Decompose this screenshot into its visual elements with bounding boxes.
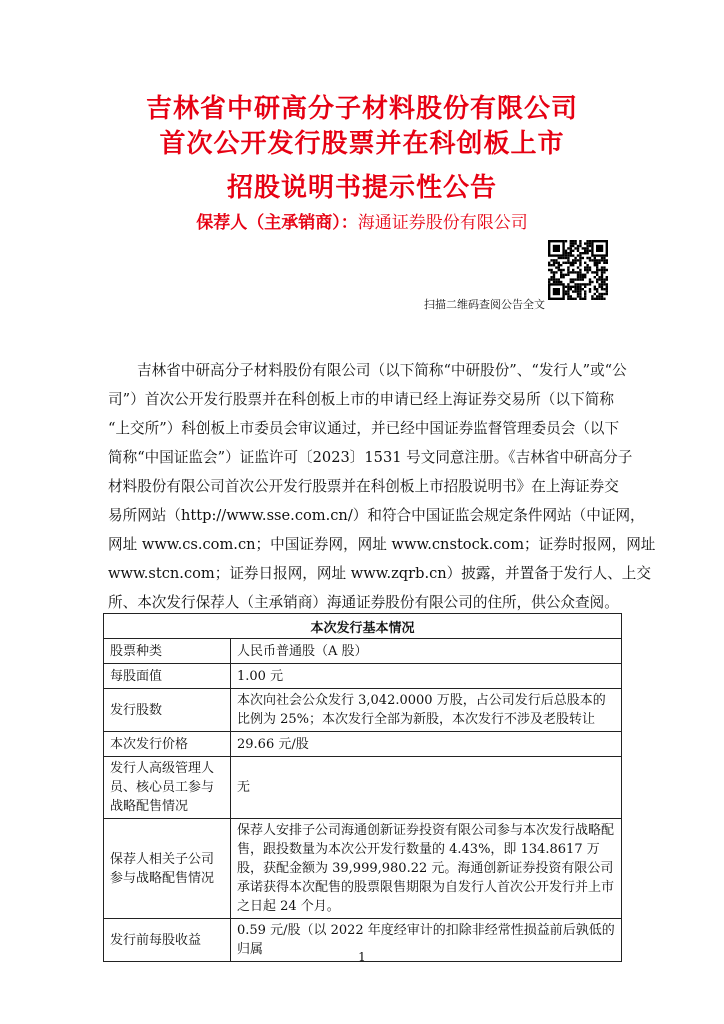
sponsor-label: 保荐人（主承销商）： xyxy=(196,213,358,233)
issuance-table xyxy=(103,613,622,962)
body-paragraph xyxy=(108,356,656,617)
paragraph-line: 易所网站（http://www.sse.com.cn/）和符合中国证监会规定条件网站（中证网， xyxy=(108,507,645,524)
row-value: 人民币普通股（A 股） xyxy=(231,639,622,664)
paragraph-line: 材料股份有限公司首次公开发行股票并在科创板上市招股说明书》在上海证券交 xyxy=(108,478,619,495)
row-label: 发行人高级管理人员、核心员工参与战略配售情况 xyxy=(104,757,231,819)
paragraph-line: www.stcn.com；证券日报网，网址 www.zqrb.cn）披露，并置备于发行人、上交 xyxy=(108,565,651,582)
row-value: 无 xyxy=(231,757,622,819)
paragraph-line: 网址 www.cs.com.cn；中国证券网，网址 www.cnstock.com；证券时报网，网址 xyxy=(108,536,656,553)
row-label: 本次发行价格 xyxy=(104,732,231,757)
row-label: 股票种类 xyxy=(104,639,231,664)
row-value: 29.66 元/股 xyxy=(231,732,622,757)
table-row xyxy=(104,757,622,819)
table-row xyxy=(104,819,622,919)
paragraph-line: 所、本次发行保荐人（主承销商）海通证券股份有限公司的住所，供公众查阅。 xyxy=(108,594,619,611)
row-label: 保荐人相关子公司参与战略配售情况 xyxy=(104,819,231,919)
paragraph-line: 简称“中国证监会”）证监许可〔2023〕1531 号文同意注册。《吉林省中研高分子 xyxy=(108,449,633,466)
table-header: 本次发行基本情况 xyxy=(104,614,622,639)
paragraph-line: “上交所”）科创板上市委员会审议通过，并已经中国证券监督管理委员会（以下 xyxy=(108,420,620,437)
paragraph-line: 吉林省中研高分子材料股份有限公司（以下简称“中研股份”、“发行人”或“公 xyxy=(137,362,627,379)
row-label: 发行前每股收益 xyxy=(104,919,231,962)
title-line-3: 招股说明书提示性公告 xyxy=(226,173,497,203)
sponsor-line xyxy=(0,208,724,233)
row-value: 1.00 元 xyxy=(231,664,622,689)
paragraph-line: 司”）首次公开发行股票并在科创板上市的申请已经上海证券交易所（以下简称 xyxy=(108,391,614,408)
row-label: 每股面值 xyxy=(104,664,231,689)
sponsor-name: 海通证券股份有限公司 xyxy=(357,213,528,233)
qr-code-icon[interactable] xyxy=(548,240,608,300)
page-number: 1 xyxy=(358,950,366,964)
row-label: 发行股数 xyxy=(104,689,231,732)
table-row xyxy=(104,639,622,664)
row-value: 保荐人安排子公司海通创新证券投资有限公司参与本次发行战略配售，跟投数量为本次公开发行数量的 4.43%，即 134.8617 万股，获配金额为 39,999,980.22 元。海通创新证券投资有限公司承诺获得本次配售的股票限售期限为自发行人首次公开发行并上市之日起 24 个月。 xyxy=(231,819,622,919)
table-row xyxy=(104,664,622,689)
row-value: 0.59 元/股（以 2022 年度经审计的扣除非经常性损益前后孰低的归属 xyxy=(231,919,622,962)
title-line-1: 吉林省中研高分子材料股份有限公司 xyxy=(145,94,578,124)
title-line-2: 首次公开发行股票并在科创板上市 xyxy=(159,129,565,159)
row-value: 本次向社会公众发行 3,042.0000 万股，占公司发行后总股本的比例为 25%；本次发行全部为新股，本次发行不涉及老股转让 xyxy=(231,689,622,732)
table-row xyxy=(104,732,622,757)
table-row xyxy=(104,689,622,732)
qr-caption: 扫描二维码查阅公告全文 xyxy=(424,298,545,311)
